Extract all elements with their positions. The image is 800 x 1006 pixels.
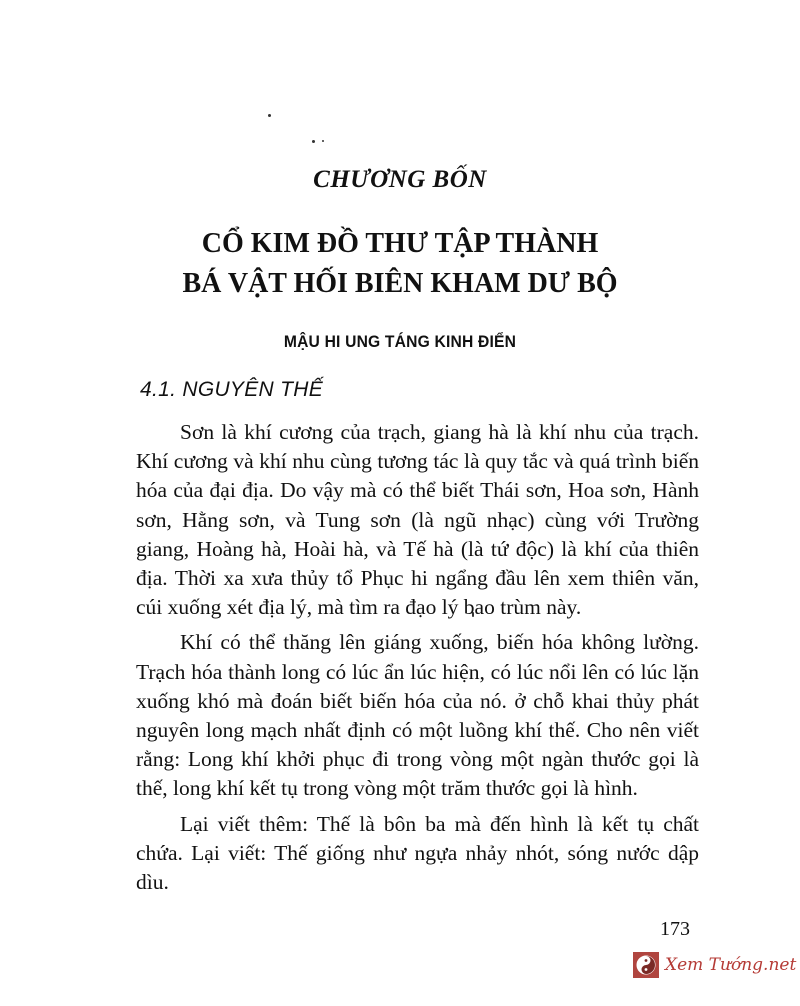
chapter-title-line-1: CỔ KIM ĐỒ THƯ TẬP THÀNH xyxy=(201,228,599,259)
scan-speck xyxy=(322,140,324,142)
chapter-title xyxy=(0,224,800,304)
subheading: MẬU HI UNG TÁNG KINH ĐIỂN xyxy=(283,332,517,351)
paragraph: Lại viết thêm: Thế là bôn ba mà đến hình là kết tụ chất chứa. Lại viết: Thế giống như ngựa nhảy nhót, sóng nước dập dìu. xyxy=(136,811,699,895)
section-heading: 4.1. NGUYÊN THẾ xyxy=(140,378,324,401)
chapter-title-line-2: BÁ VẬT HỐI BIÊN KHAM DƯ BỘ xyxy=(182,268,618,299)
yin-yang-icon xyxy=(633,952,659,978)
watermark xyxy=(633,952,796,978)
chapter-label: CHƯƠNG BỐN xyxy=(313,166,487,193)
paragraph: Khí có thể thăng lên giáng xuống, biến hóa không lường. Trạch hóa thành long có lúc ẩn lúc hiện, có lúc nổi lên có lúc lặn xuống khó mà đoán biết biến hóa của nó. ở chỗ khai thủy phát nguyên long mạch nhất định có một luồng khí thế. Cho nên viết rằng: Long khí khởi phục đi trong vòng một ngàn thước gọi là thế, long khí kết tụ trong vòng một trăm thước gọi là hình. xyxy=(136,630,699,801)
body-text xyxy=(136,418,699,903)
scan-speck xyxy=(268,114,271,117)
watermark-text: Xem Tướng.net xyxy=(665,955,797,975)
paragraph: Sơn là khí cương của trạch, giang hà là khí nhu của trạch. Khí cương và khí nhu cùng tương tác là quy tắc và quá trình biến hóa của đại địa. Do vậy mà có thể biết Thái sơn, Hoa sơn, Hành sơn, Hằng sơn, và Tung sơn (là ngũ nhạc) cùng với Trường giang, Hoàng hà, Hoài hà, và Tế hà (là tứ độc) là khí của thiên địa. Thời xa xưa thủy tổ Phục hi ngẩng đầu lên xem thiên văn, cúi xuống xét địa lý, mà tìm ra đạo lý bao trùm này. xyxy=(136,420,699,620)
page-number: 173 xyxy=(660,918,690,940)
scan-speck xyxy=(312,140,315,143)
